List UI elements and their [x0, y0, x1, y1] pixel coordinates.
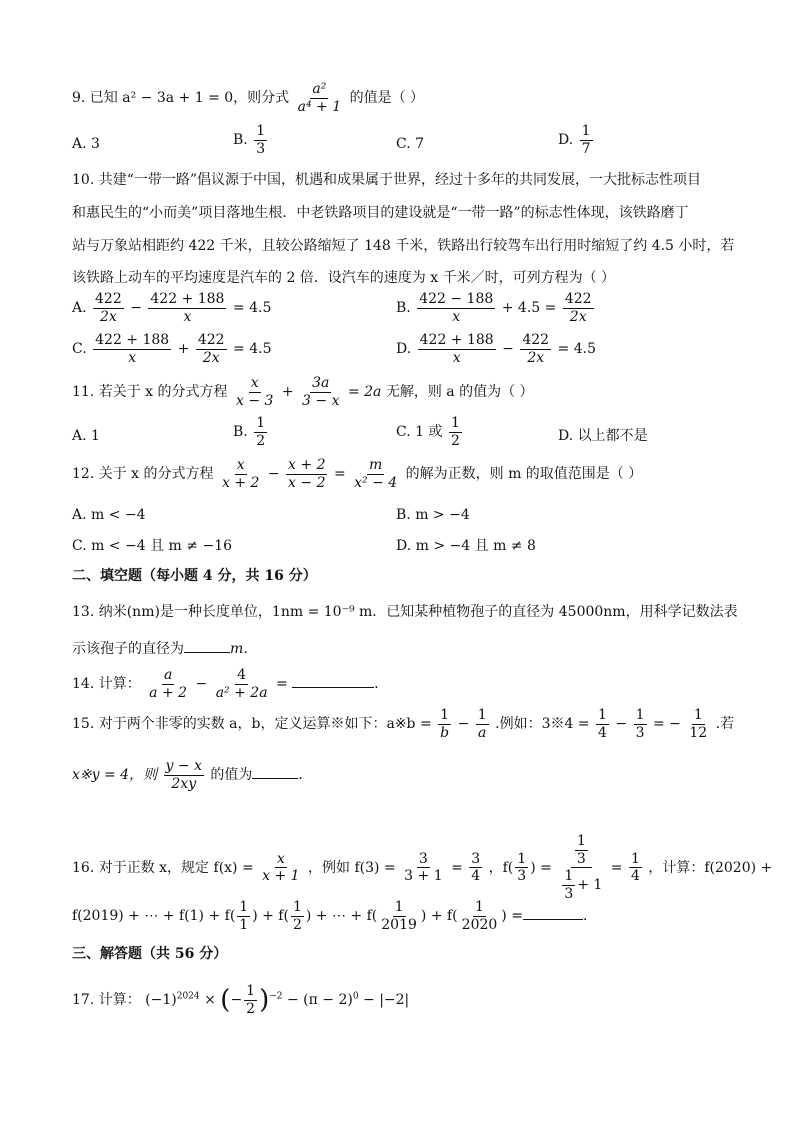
q9-fraction: $\frac{\text{a²}}{\text{a⁴ + 1}}$ — [297, 81, 342, 115]
section-3-heading: 三、解答题（共 56 分） — [72, 946, 228, 962]
q10-line-4: 该铁路上动车的平均速度是汽车的 2 倍．设汽车的速度为 x 千米／时，可列方程为（ ） — [72, 270, 616, 286]
question-14: 14. 计算： $\frac{a}{a + 2}$ − $\frac{4}{\text{a² + 2a}}$ = ． — [72, 667, 389, 701]
question-9 — [72, 82, 424, 114]
q11-option-b: B. $\frac{1}{2}$ — [233, 415, 266, 449]
q9-option-d: D. $\frac{1}{7}$ — [558, 123, 591, 157]
question-16-line-1: 16. 对于正数 x，规定 f(x) = $\frac{x}{x + 1}$ ，例如 f(3) = $\frac{3}{3 + 1}$ = $\frac{3}{4}$ ，f( $\frac{1}{3}$ ) = $\frac{1}{3}$ $\frac{1}{3}$ + 1 = $\frac{1}{4}$ ，计算：f(2020) + — [72, 833, 773, 903]
q12-option-b: B. m > −4 — [396, 507, 470, 523]
q9-option-b: B. $\frac{1}{3}$ — [233, 123, 266, 157]
q9-label: 9. 已知 a² − 3a + 1 = 0，则分式 — [72, 90, 290, 107]
q10-option-b: B. $\frac{422 - 188}{x}$ + 4.5 = $\frac{422}{2x}$ — [396, 291, 592, 325]
q12-option-c: C. m < −4 且 m ≠ −16 — [72, 538, 233, 554]
question-16-line-2: f(2019) + ⋯ + f(1) + f( $\frac{1}{1}$ ) + f( $\frac{1}{2}$ ) + ⋯ + f( $\frac{1}{2019}$ ) + f( $\frac{1}{2020}$ ) = ． — [72, 899, 597, 933]
q9-option-c: C. 7 — [396, 136, 425, 152]
question-11: 11. 若关于 x 的分式方程 $\frac{x}{x - 3}$ + $\frac{3a}{3 - x}$ = 2a 无解，则 a 的值为（ ） — [72, 375, 534, 409]
q10-line-3: 站与万象站相距约 422 千米，且较公路缩短了 148 千米，铁路出行较驾车出行用时缩短了约 4.5 小时，若 — [72, 238, 735, 254]
q12-option-d: D. m > −4 且 m ≠ 8 — [396, 538, 536, 554]
q9-option-a: A. 3 — [72, 136, 100, 152]
q11-option-d: D. 以上都不是 — [558, 428, 648, 444]
q13-answer-blank — [184, 638, 230, 653]
q12-option-a: A. m < −4 — [72, 507, 146, 523]
q10-option-d: D. $\frac{422 + 188}{x}$ − $\frac{422}{2x}$ = 4.5 — [396, 332, 596, 366]
q14-answer-blank — [292, 673, 374, 688]
q13-line-2: 示该孢子的直径为 m． — [72, 638, 257, 659]
q16-compound-fraction: $\frac{1}{3}$ $\frac{1}{3}$ + 1 — [564, 833, 603, 903]
section-2-heading: 二、填空题（每小题 4 分，共 16 分） — [72, 568, 317, 584]
q11-option-c: C. 1 或 $\frac{1}{2}$ — [396, 415, 460, 449]
q10-line-1: 10. 共建“一带一路”倡议源于中国，机遇和成果属于世界，经过十多年的共同发展，一大批标志性项目 — [72, 172, 702, 188]
q10-line-2: 和惠民生的“小而美”项目落地生根．中老铁路项目的建设就是“一带一路”的标志性体现，该铁路磨丁 — [72, 205, 689, 221]
question-15-line-2: x※y = 4，则 $\frac{y - x}{2xy}$ 的值为 ． — [72, 758, 313, 792]
q9-tail: 的值是（ ） — [349, 90, 425, 107]
question-12: 12. 关于 x 的分式方程 $\frac{x}{x + 2}$ − $\frac{x + 2}{x - 2}$ = $\frac{m}{\text{x² − 4}}$ 的解为正数，则 m 的取值范围是（ ） — [72, 457, 643, 491]
q10-option-a: A. $\frac{422}{2x}$ − $\frac{422 + 188}{x}$ = 4.5 — [72, 291, 272, 325]
q11-option-a: A. 1 — [72, 428, 100, 444]
question-15-line-1: 15. 对于两个非零的实数 a，b，定义运算※如下：a※b = $\frac{1}{b}$ − $\frac{1}{a}$ .例如：3※4 = $\frac{1}{4}$ − $\frac{1}{3}$ = − $\frac{1}{12}$ .若 — [72, 707, 735, 741]
question-17: 17. 计算： $(-1)^{2024}$ × (− $\frac{1}{2}$ )$^{-2} - (\pi - 2)^0 - |-2|$ — [72, 983, 410, 1017]
q10-option-c: C. $\frac{422 + 188}{x}$ + $\frac{422}{2x}$ = 4.5 — [72, 332, 272, 366]
q13-line-1: 13. 纳米(nm)是一种长度单位，1nm = 10⁻⁹ m．已知某种植物孢子的直径为 45000nm，用科学记数法表 — [72, 604, 738, 620]
q15-answer-blank — [252, 764, 298, 779]
q16-answer-blank — [523, 905, 583, 920]
